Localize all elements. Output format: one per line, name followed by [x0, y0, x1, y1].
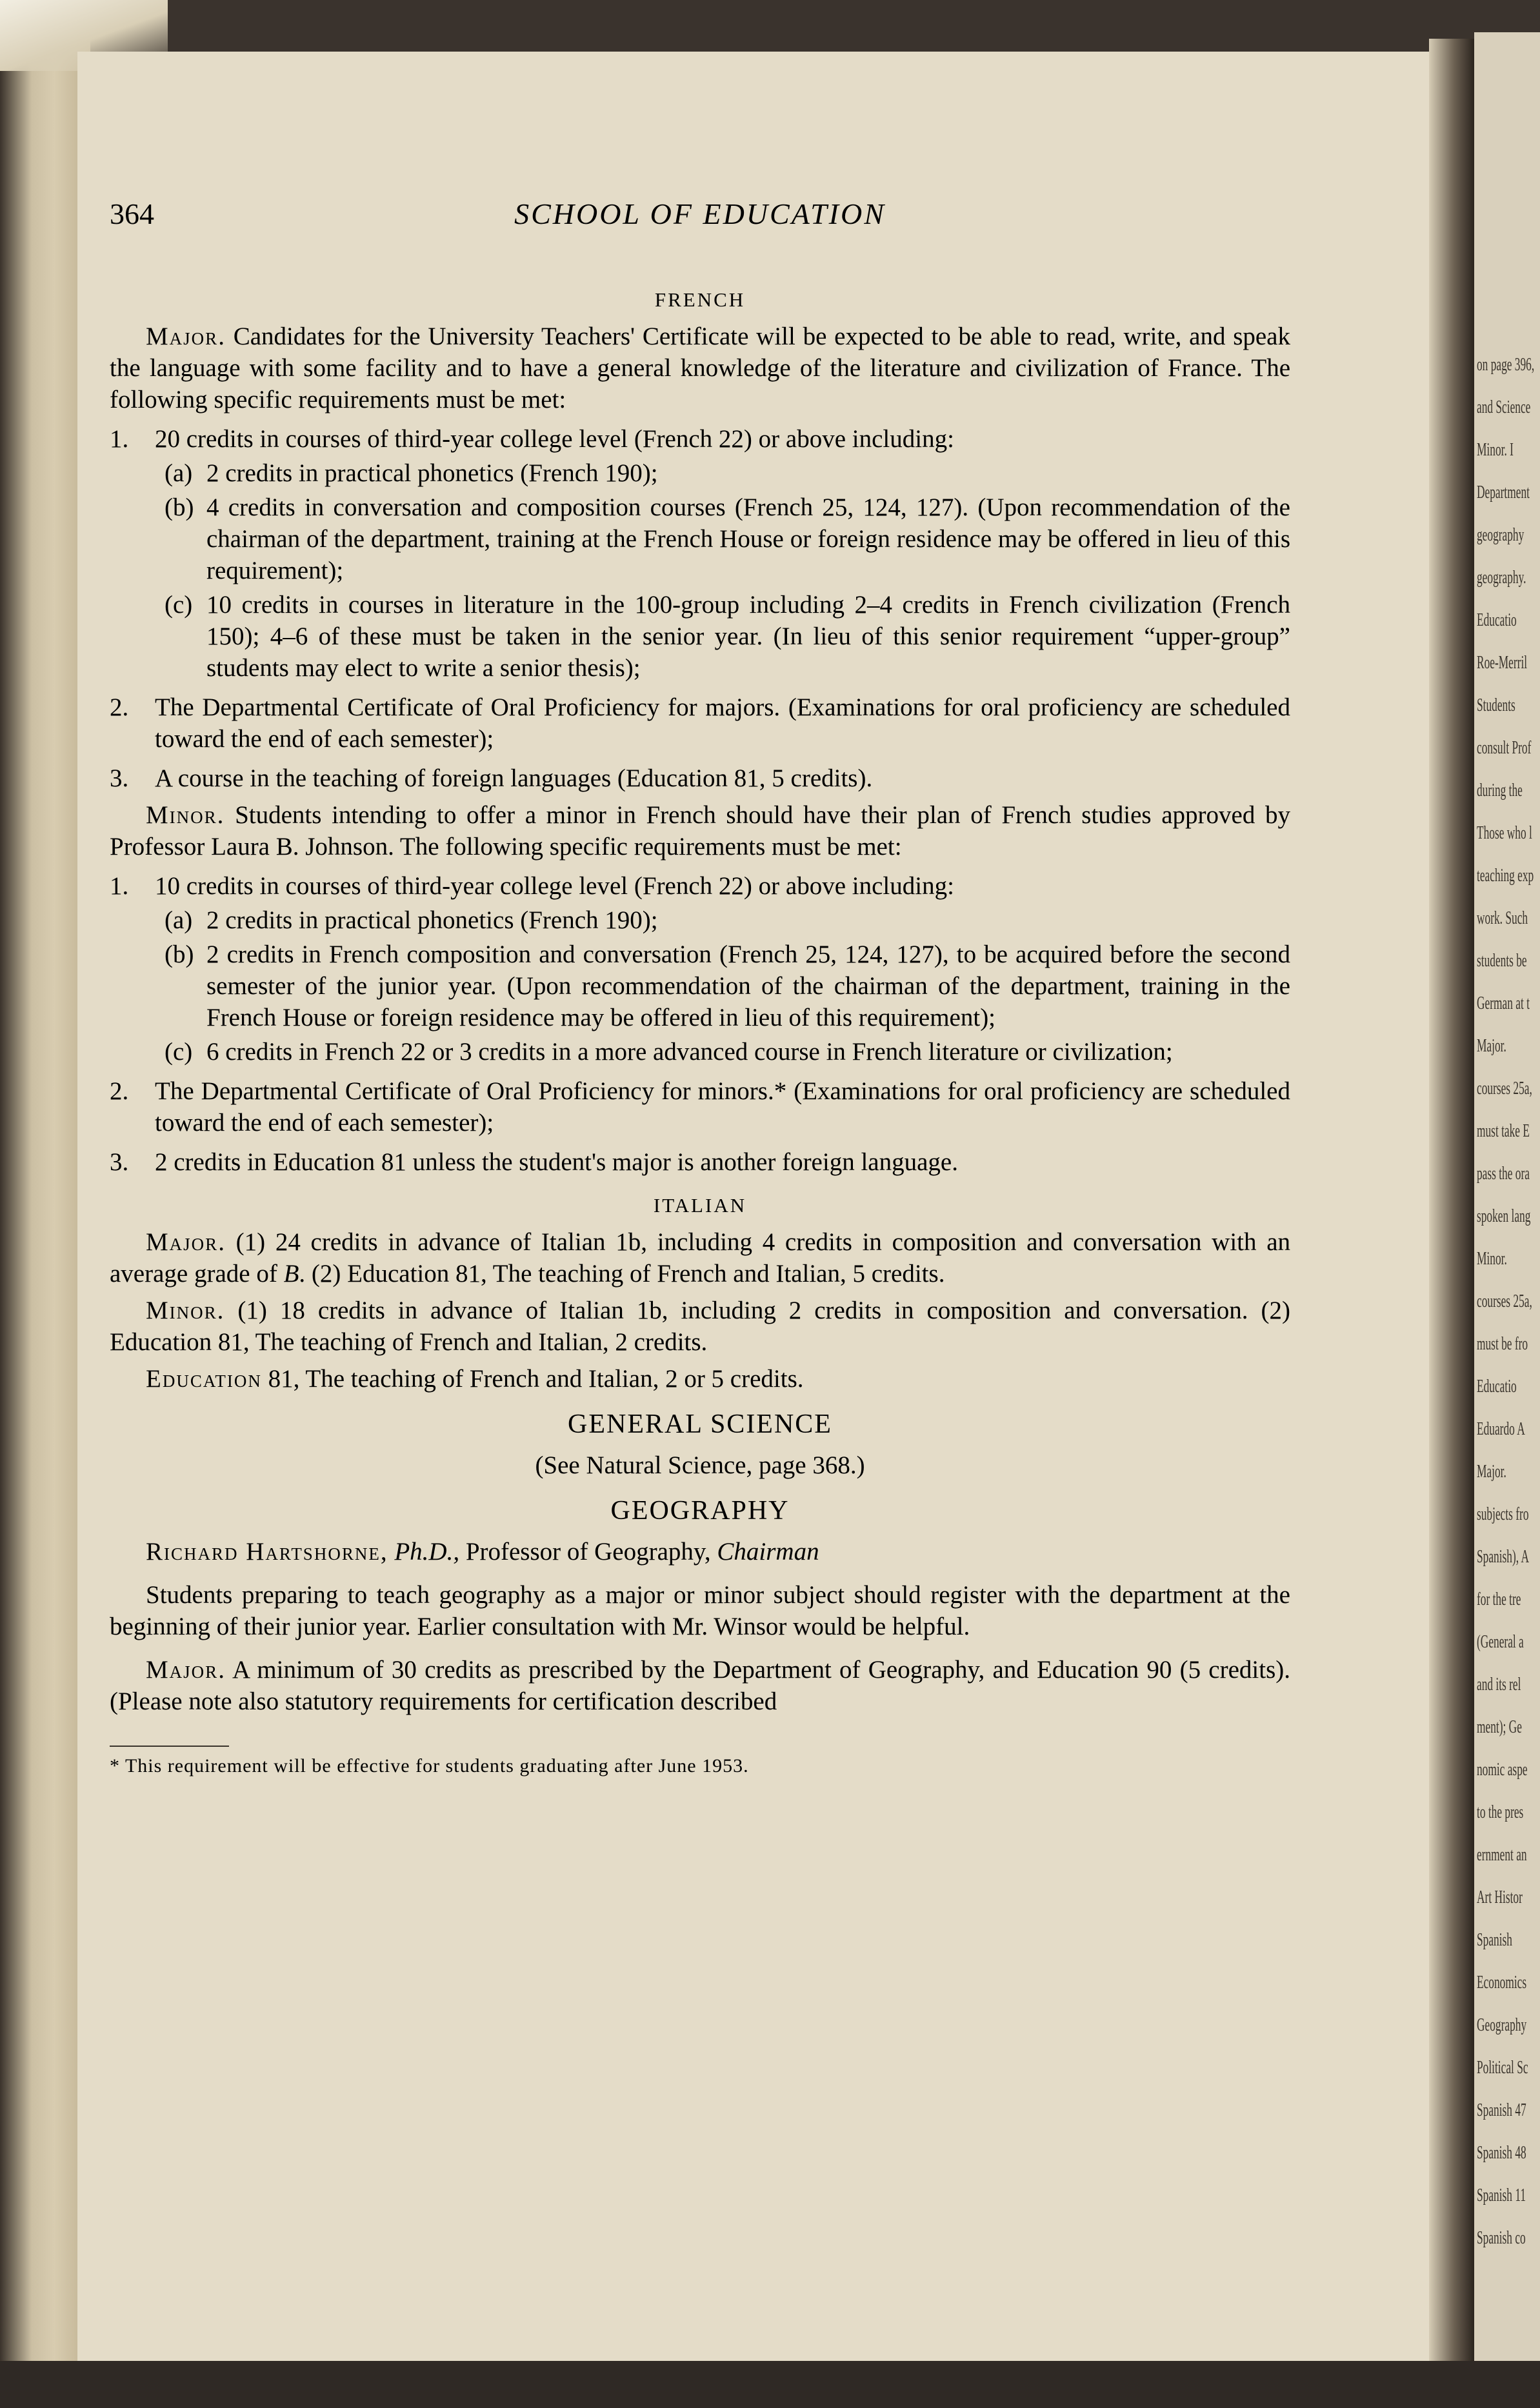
facing-page-line: geography	[1477, 525, 1525, 545]
running-title: SCHOOL OF EDUCATION	[514, 197, 886, 230]
list-item-number: 2.	[110, 1077, 129, 1105]
geography-major-paragraph: Major. A minimum of 30 credits as prescribed by the Department of Geography, and Education 90 (5 credits). (Please note also statutory requirements for certification described	[110, 1656, 1290, 1715]
facing-page-line: must take E	[1477, 1121, 1530, 1141]
facing-page-line: Spanish	[1477, 1930, 1512, 1950]
list-item-text: 2 credits in French composition and conversation (French 25, 124, 127), to be acquired before the second semester of the junior year. (Upon recommendation of the chairman of the department, training in the French House or foreign residence may be offered in lieu of this requirement);	[206, 940, 1290, 1031]
footnote-rule	[110, 1746, 229, 1747]
facing-page-line: Spanish 11	[1477, 2185, 1526, 2205]
geography-heading: GEOGRAPHY	[610, 1496, 790, 1526]
facing-page-line: Geography	[1477, 2015, 1527, 2035]
facing-page-line: Department	[1477, 483, 1530, 502]
facing-page-line: geography.	[1477, 568, 1526, 588]
list-item	[110, 457, 1290, 489]
facing-page-line: Students	[1477, 695, 1515, 715]
facing-page-line: ment); Ge	[1477, 1717, 1522, 1737]
list-item-text: 4 credits in conversation and composition courses (French 25, 124, 127). (Upon recommendation of the chairman of the department, training at the French House or foreign residence may be offered in lieu of this requirement);	[206, 493, 1290, 584]
facing-page-line: nomic aspe	[1477, 1760, 1528, 1780]
book-gutter	[1429, 39, 1474, 2374]
facing-page-line: courses 25a,	[1477, 1291, 1532, 1311]
facing-page-line: courses 25a,	[1477, 1079, 1532, 1099]
facing-page-line: must be fro	[1477, 1334, 1528, 1354]
facing-page-line: Minor. I	[1477, 440, 1514, 460]
facing-page-line: Spanish 47	[1477, 2100, 1526, 2120]
facing-page-line: to the pres	[1477, 1802, 1524, 1822]
list-item-text: 6 credits in French 22 or 3 credits in a more advanced course in French literature or civilization;	[206, 1038, 1173, 1066]
facing-page-line: German at t	[1477, 993, 1530, 1013]
list-item-number: (a)	[165, 906, 193, 934]
facing-page-line: Eduardo A	[1477, 1419, 1525, 1439]
page-body	[110, 284, 1290, 1778]
french-major-paragraph: Major. Candidates for the University Teachers' Certificate will be expected to be able to read, write, and speak the language with some facility and to have a general knowledge of the literature and civilization of France. The following specific requirements must be met:	[110, 323, 1290, 413]
list-item-text: The Departmental Certificate of Oral Proficiency for minors.* (Examinations for oral proficiency are scheduled toward the end of each semester);	[155, 1077, 1290, 1137]
list-item-text: 20 credits in courses of third-year college level (French 22) or above including:	[155, 425, 954, 453]
list-item-number: (b)	[165, 493, 194, 521]
list-item	[110, 870, 1290, 902]
list-item-text: 10 credits in courses in literature in the 100-group including 2–4 credits in French civilization (French 150); 4–6 of these must be taken in the senior year. (In lieu of this senior requirement “upper-group” students may elect to write a senior thesis);	[206, 591, 1290, 682]
minor-label: Minor.	[146, 801, 225, 829]
facing-page-line: on page 396,	[1477, 355, 1535, 375]
list-item-number: 1.	[110, 872, 129, 900]
italian-education-paragraph: Education 81, The teaching of French and Italian, 2 or 5 credits.	[146, 1365, 804, 1393]
french-heading: FRENCH	[654, 288, 746, 311]
facing-page-line: ernment an	[1477, 1845, 1527, 1865]
list-item	[110, 1075, 1290, 1139]
list-item	[110, 1146, 1290, 1178]
facing-page-line: (General a	[1477, 1632, 1524, 1652]
facing-page-line: Spanish), A	[1477, 1547, 1530, 1567]
facing-page-line: Educatio	[1477, 1377, 1517, 1397]
list-item	[110, 423, 1290, 455]
list-item-text: The Departmental Certificate of Oral Proficiency for majors. (Examinations for oral proficiency are scheduled toward the end of each semester);	[155, 693, 1290, 753]
facing-page-line: students be	[1477, 951, 1527, 971]
list-item	[110, 762, 1290, 794]
facing-page-line: teaching exp	[1477, 866, 1534, 886]
list-item	[110, 904, 1290, 936]
facing-page-line: Major.	[1477, 1036, 1506, 1056]
list-item	[110, 589, 1290, 684]
general-science-heading: GENERAL SCIENCE	[568, 1409, 832, 1439]
french-major-list	[110, 423, 1290, 794]
facing-page-line: Spanish 48	[1477, 2143, 1526, 2163]
major-label: Major.	[146, 323, 226, 350]
geography-chair: Richard Hartshorne, Ph.D., Professor of Geography, Chairman	[146, 1538, 819, 1566]
french-minor-list	[110, 870, 1290, 1178]
list-item-text: 2 credits in practical phonetics (French 190);	[206, 459, 658, 487]
book-page-stack	[0, 0, 90, 2408]
facing-page-line: Spanish co	[1477, 2228, 1526, 2248]
facing-page-line: Art Histor	[1477, 1887, 1523, 1907]
list-item-number: (c)	[165, 591, 193, 619]
list-item	[110, 939, 1290, 1033]
facing-page-line: spoken lang	[1477, 1206, 1531, 1226]
list-item-number: 3.	[110, 1148, 129, 1176]
facing-page-line: Those who l	[1477, 823, 1532, 843]
general-science-note: (See Natural Science, page 368.)	[535, 1451, 865, 1479]
italian-major-paragraph: Major. (1) 24 credits in advance of Italian 1b, including 4 credits in composition and conversation with an average grade of B. (2) Education 81, The teaching of French and Italian, 5 credits.	[110, 1228, 1291, 1288]
facing-page-line: and its rel	[1477, 1675, 1521, 1695]
facing-page-line: Political Sc	[1477, 2058, 1528, 2078]
list-item-number: 1.	[110, 425, 129, 453]
italian-minor-paragraph: Minor. (1) 18 credits in advance of Italian 1b, including 2 credits in composition and conversation. (2) Education 81, The teaching of French and Italian, 2 credits.	[110, 1297, 1291, 1356]
facing-page-line: and Science	[1477, 397, 1531, 417]
facing-page-line: pass the ora	[1477, 1164, 1530, 1184]
facing-page-line: Minor.	[1477, 1249, 1507, 1269]
list-item-text: 2 credits in practical phonetics (French 190);	[206, 906, 658, 934]
italian-heading: ITALIAN	[653, 1194, 747, 1217]
list-item-text: 10 credits in courses of third-year college level (French 22) or above including:	[155, 872, 954, 900]
geography-intro: Students preparing to teach geography as a major or minor subject should register with the department at the beginning of their junior year. Earlier consultation with Mr. Winsor would be helpful.	[110, 1581, 1290, 1640]
facing-page-line: consult Prof	[1477, 738, 1532, 758]
facing-page-line: subjects fro	[1477, 1504, 1529, 1524]
list-item-number: (c)	[165, 1038, 193, 1066]
facing-page-line: work. Such	[1477, 908, 1528, 928]
list-item-number: 2.	[110, 693, 129, 721]
french-minor-paragraph: Minor. Students intending to offer a minor in French should have their plan of French studies approved by Professor Laura B. Johnson. The following specific requirements must be met:	[110, 801, 1291, 861]
facing-page-line: Roe-Merril	[1477, 653, 1528, 673]
list-item-text: 2 credits in Education 81 unless the student's major is another foreign language.	[155, 1148, 958, 1176]
list-item-number: (a)	[165, 459, 193, 487]
bottom-shadow	[0, 2361, 1540, 2408]
facing-page-line: for the tre	[1477, 1589, 1521, 1609]
list-item-number: 3.	[110, 764, 129, 792]
list-item-text: A course in the teaching of foreign languages (Education 81, 5 credits).	[155, 764, 873, 792]
list-item	[110, 492, 1290, 586]
facing-page-line: Economics	[1477, 1973, 1527, 1993]
list-item-number: (b)	[165, 940, 194, 968]
list-item	[110, 692, 1290, 755]
footnote: * This requirement will be effective for students graduating after June 1953.	[110, 1755, 749, 1776]
facing-page-line: Educatio	[1477, 610, 1517, 630]
list-item	[110, 1036, 1290, 1068]
page-number: 364	[110, 197, 154, 230]
facing-page-line: during the	[1477, 781, 1523, 801]
facing-page-line: Major.	[1477, 1462, 1506, 1482]
page-header	[110, 197, 1290, 242]
facing-page	[1474, 32, 1540, 2380]
